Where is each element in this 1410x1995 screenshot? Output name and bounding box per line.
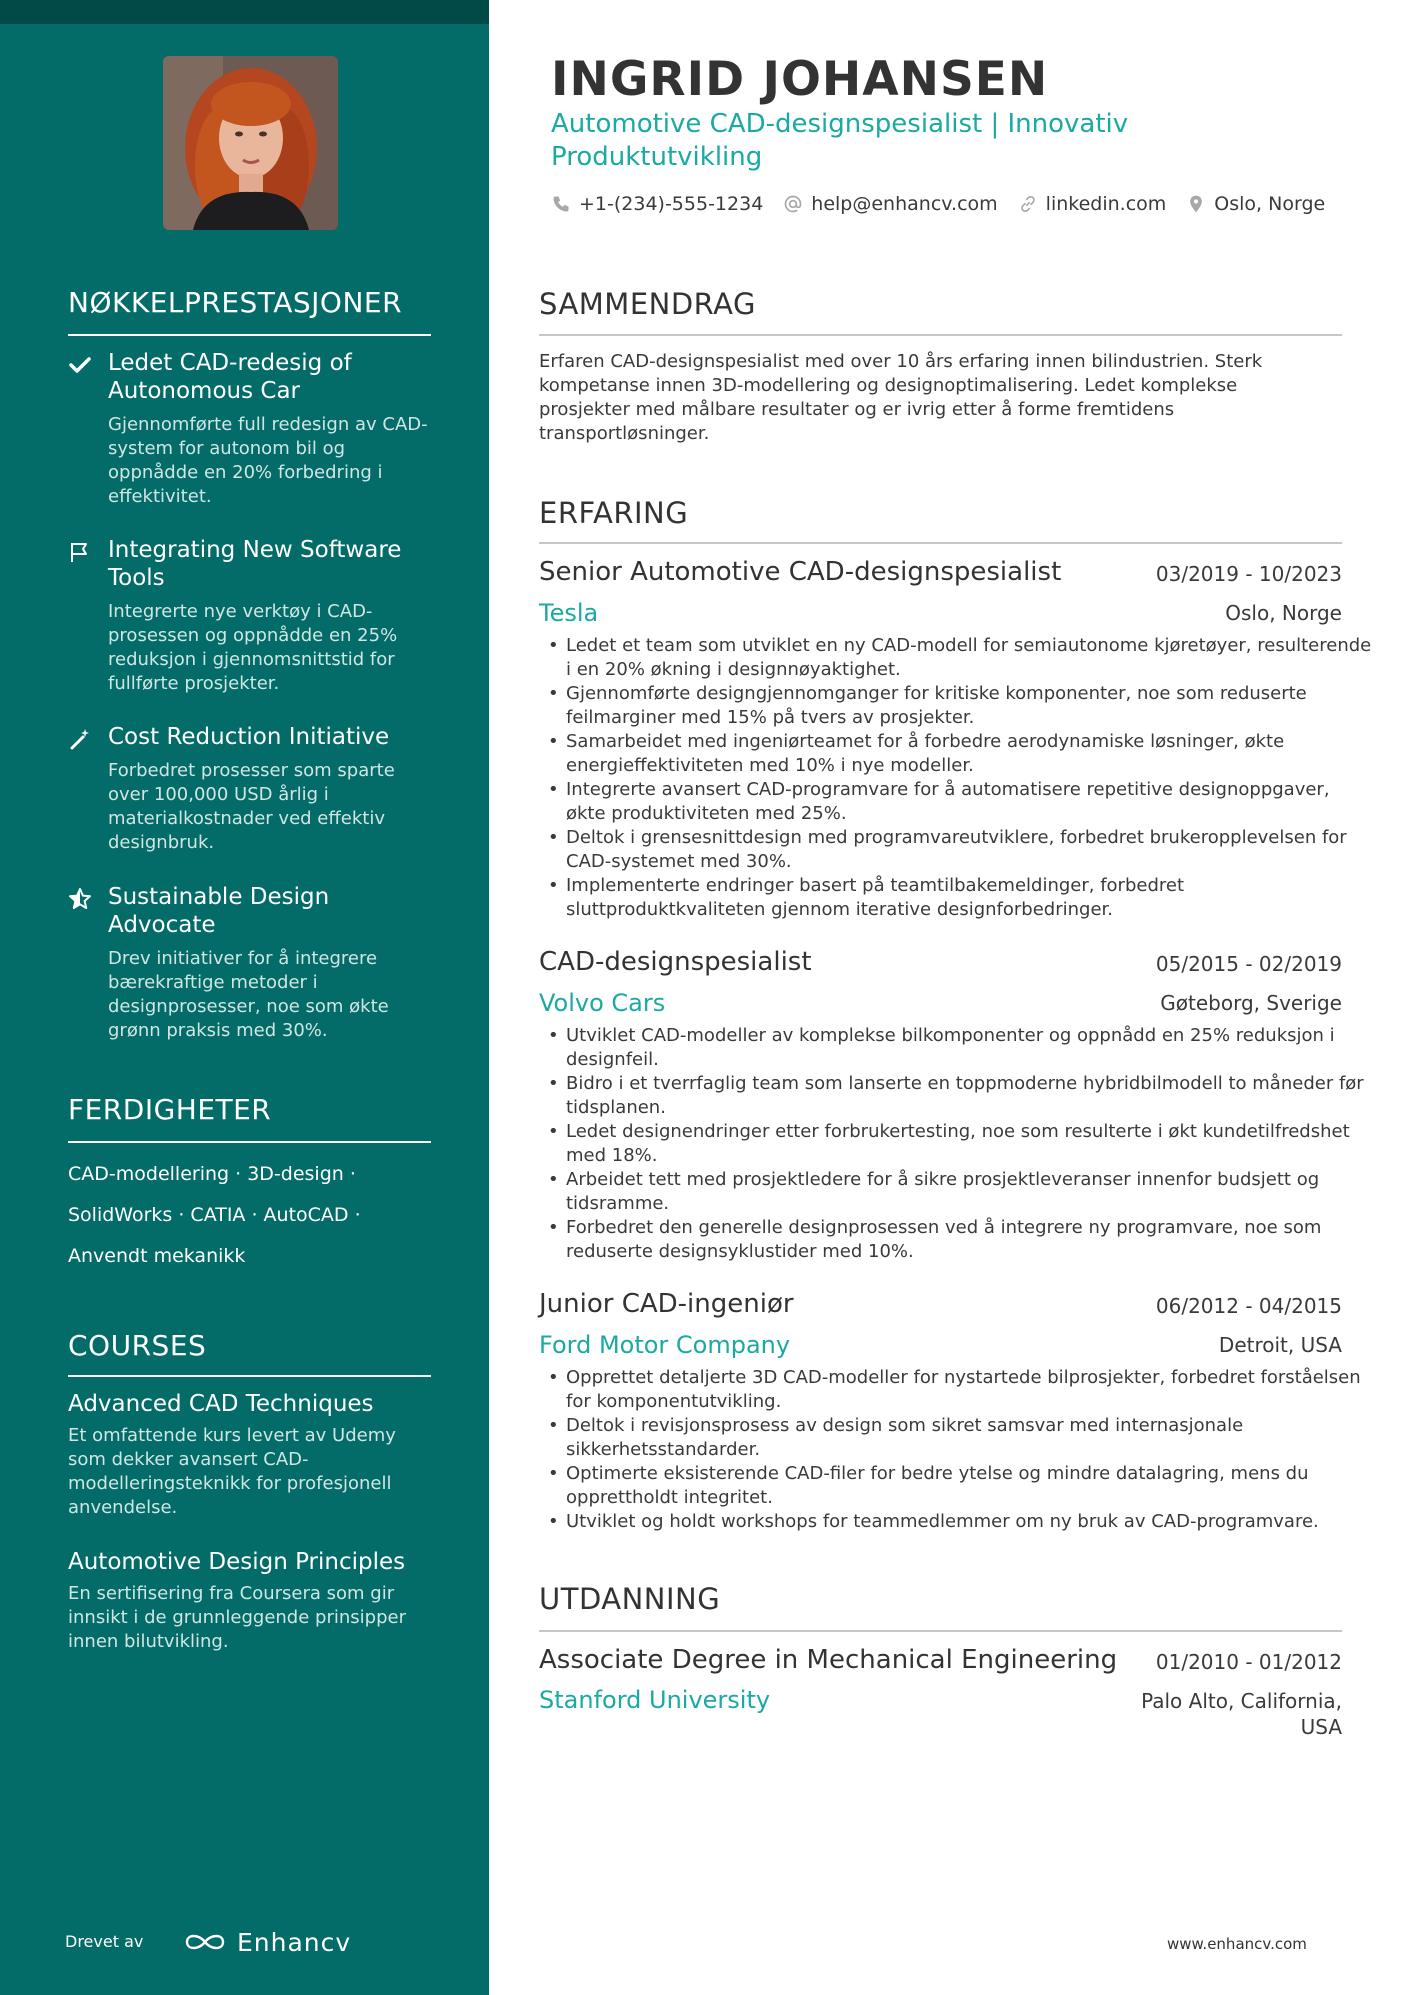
- bullet-item: • Bidro i et tverrfaglig team som lanserte en toppmoderne hybridbilmodell to måneder før tidsplanen.: [566, 1072, 1374, 1120]
- skills-line: CAD-modellering · 3D-design ·: [68, 1163, 356, 1185]
- job-bullets: [539, 1366, 1374, 1534]
- location-pin-icon: [1186, 194, 1206, 214]
- course-item: [68, 1390, 438, 1520]
- bullet-item: • Integrerte avansert CAD-programvare for å automatisere repetitive designoppgaver, økte produktiviteten med 25%.: [566, 778, 1374, 826]
- bullet-item: • Utviklet og holdt workshops for teammedlemmer om ny bruk av CAD-programvare.: [566, 1510, 1374, 1534]
- skills-list: [68, 1154, 438, 1277]
- star-half-icon: [68, 887, 92, 911]
- checkmark-icon: [68, 353, 92, 377]
- summary-divider: [539, 334, 1342, 336]
- education-school[interactable]: Stanford University: [539, 1686, 771, 1714]
- skills-line: Anvendt mekanikk: [68, 1245, 246, 1267]
- bullet-item: • Implementerte endringer basert på teamtilbakemeldinger, forbedret sluttproduktkvaliteten gjennom iterative designforbedringer.: [566, 874, 1374, 922]
- sidebar-top-bar: [0, 0, 489, 24]
- experience-divider: [539, 542, 1342, 544]
- education-dates: 01/2010 - 01/2012: [1155, 1650, 1342, 1674]
- contact-text: help@enhancv.com: [811, 193, 998, 215]
- skills-line: SolidWorks · CATIA · AutoCAD ·: [68, 1204, 361, 1226]
- achievement-item: [68, 349, 438, 509]
- achievement-item: [68, 723, 438, 855]
- candidate-headline: Automotive CAD-designspesialist | Innovativ Produktutvikling: [551, 109, 1129, 172]
- job-location: Detroit, USA: [1218, 1333, 1342, 1357]
- magic-wand-icon: [68, 727, 92, 751]
- contact-text: +1-(234)-555-1234: [579, 193, 764, 215]
- bullet-item: • Gjennomførte designgjennomganger for kritiske komponenter, noe som reduserte feilmarginer med 15% på tvers av prosjekter.: [566, 682, 1374, 730]
- achievement-description: Drev initiativer for å integrere bærekraftige metoder i designprosesser, noe som økte grønn praksis med 30%.: [108, 948, 389, 1041]
- course-title: Automotive Design Principles: [68, 1549, 406, 1575]
- phone-icon: [551, 194, 571, 214]
- flag-icon: [68, 540, 92, 564]
- bullet-item: • Deltok i revisjonsprosess av design som sikret samsvar med internasjonale sikkerhetsstandarder.: [566, 1414, 1374, 1462]
- bullet-item: • Utviklet CAD-modeller av komplekse bilkomponenter og oppnådd en 25% reduksjon i designfeil.: [566, 1024, 1374, 1072]
- contact-text: linkedin.com: [1045, 193, 1167, 215]
- sidebar: [0, 0, 489, 1995]
- achievements-divider: [68, 334, 431, 336]
- bullet-item: • Ledet et team som utviklet en ny CAD-modell for semiautonome kjøretøyer, resulterende i en 20% økning i designnøyaktighet.: [566, 634, 1374, 682]
- bullet-item: • Samarbeidet med ingeniørteamet for å forbedre aerodynamiske løsninger, økte energieffektiviteten med 10% i nye modeller.: [566, 730, 1374, 778]
- contact-bar: [551, 193, 1325, 215]
- brand-name: Enhancv: [237, 1927, 352, 1957]
- job-company[interactable]: Volvo Cars: [539, 989, 666, 1017]
- footer-url[interactable]: www.enhancv.com: [1167, 1935, 1307, 1953]
- job-company[interactable]: Tesla: [539, 599, 599, 627]
- skills-title: FERDIGHETER: [68, 1093, 272, 1126]
- course-description: En sertifisering fra Coursera som gir innsikt i de grunnleggende prinsipper innen bilutvikling.: [68, 1583, 406, 1652]
- at-icon: [783, 194, 803, 214]
- contact-linkedin[interactable]: [1018, 193, 1167, 215]
- profile-photo: [163, 56, 338, 230]
- achievement-description: Forbedret prosesser som sparte over 100,000 USD årlig i materialkostnader ved effektiv designbruk.: [108, 760, 395, 853]
- infinity-logo-icon: [183, 1930, 227, 1954]
- achievement-title: Integrating New Software Tools: [108, 537, 402, 591]
- skills-divider: [68, 1141, 431, 1143]
- job-dates: 05/2015 - 02/2019: [1155, 952, 1342, 976]
- contact-text: Oslo, Norge: [1214, 193, 1326, 215]
- contact-email[interactable]: [783, 193, 997, 215]
- achievement-title: Sustainable Design Advocate: [108, 884, 330, 938]
- bullet-item: • Optimerte eksisterende CAD-filer for bedre ytelse og mindre datalagring, mens du opprettholdt integritet.: [566, 1462, 1374, 1510]
- bullet-item: • Arbeidet tett med prosjektledere for å sikre prosjektleveranser innenfor budsjett og tidsramme.: [566, 1168, 1374, 1216]
- powered-by-label: Drevet av: [65, 1932, 144, 1951]
- job-dates: 03/2019 - 10/2023: [1155, 562, 1342, 586]
- education-degree: Associate Degree in Mechanical Engineering: [539, 1645, 1118, 1675]
- bullet-item: • Opprettet detaljerte 3D CAD-modeller for nystartede bilprosjekter, forbedret forståelsen for komponentutvikling.: [566, 1366, 1374, 1414]
- courses-divider: [68, 1375, 431, 1377]
- enhancv-logo[interactable]: [183, 1926, 351, 1958]
- education-location: Palo Alto, California, USA: [1141, 1689, 1342, 1739]
- summary-text: Erfaren CAD-designspesialist med over 10 års erfaring innen bilindustrien. Sterk kompetanse innen 3D-modellering og designoptimalisering. Ledet komplekse prosjekter med målbare resultater og er ivrig etter å forme fremtidens transportløsninger.: [539, 351, 1263, 444]
- job-company[interactable]: Ford Motor Company: [539, 1331, 791, 1359]
- achievement-title: Cost Reduction Initiative: [108, 724, 390, 750]
- achievement-item: [68, 883, 438, 1043]
- job-location: Oslo, Norge: [1225, 601, 1342, 625]
- job-role: Senior Automotive CAD-designspesialist: [539, 557, 1062, 587]
- course-item: [68, 1548, 438, 1654]
- courses-title: COURSES: [68, 1329, 207, 1362]
- achievement-description: Gjennomførte full redesign av CAD-system for autonom bil og oppnådde en 20% forbedring i effektivitet.: [108, 414, 428, 507]
- bullet-item: • Ledet designendringer etter forbrukertesting, noe som resulterte i økt kundetilfredshet med 18%.: [566, 1120, 1374, 1168]
- bullet-item: • Forbedret den generelle designprosessen ved å integrere ny programvare, noe som reduserte designsyklustider med 10%.: [566, 1216, 1374, 1264]
- contact-location: [1186, 193, 1325, 215]
- course-description: Et omfattende kurs levert av Udemy som dekker avansert CAD-modelleringsteknikk for profesjonell anvendelse.: [68, 1425, 396, 1518]
- bullet-item: • Deltok i grensesnittdesign med programvareutviklere, forbedret brukeropplevelsen for CAD-systemet med 30%.: [566, 826, 1374, 874]
- summary-title: SAMMENDRAG: [539, 287, 756, 321]
- job-bullets: [539, 634, 1374, 922]
- job-role: CAD-designspesialist: [539, 947, 812, 977]
- job-role: Junior CAD-ingeniør: [539, 1289, 794, 1319]
- achievement-title: Ledet CAD-redesig of Autonomous Car: [108, 350, 352, 404]
- link-icon: [1018, 194, 1038, 214]
- contact-phone[interactable]: [551, 193, 763, 215]
- course-title: Advanced CAD Techniques: [68, 1391, 374, 1417]
- job-bullets: [539, 1024, 1374, 1264]
- education-divider: [539, 1630, 1342, 1632]
- job-location: Gøteborg, Sverige: [1160, 991, 1342, 1015]
- experience-title: ERFARING: [539, 496, 689, 530]
- achievements-title: NØKKELPRESTASJONER: [68, 286, 403, 319]
- job-dates: 06/2012 - 04/2015: [1155, 1294, 1342, 1318]
- achievement-description: Integrerte nye verktøy i CAD-prosessen og oppnådde en 25% reduksjon i gjennomsnittstid for fullførte prosjekter.: [108, 601, 398, 694]
- achievement-item: [68, 536, 438, 696]
- candidate-name: INGRID JOHANSEN: [551, 52, 1049, 107]
- education-title: UTDANNING: [539, 1582, 721, 1616]
